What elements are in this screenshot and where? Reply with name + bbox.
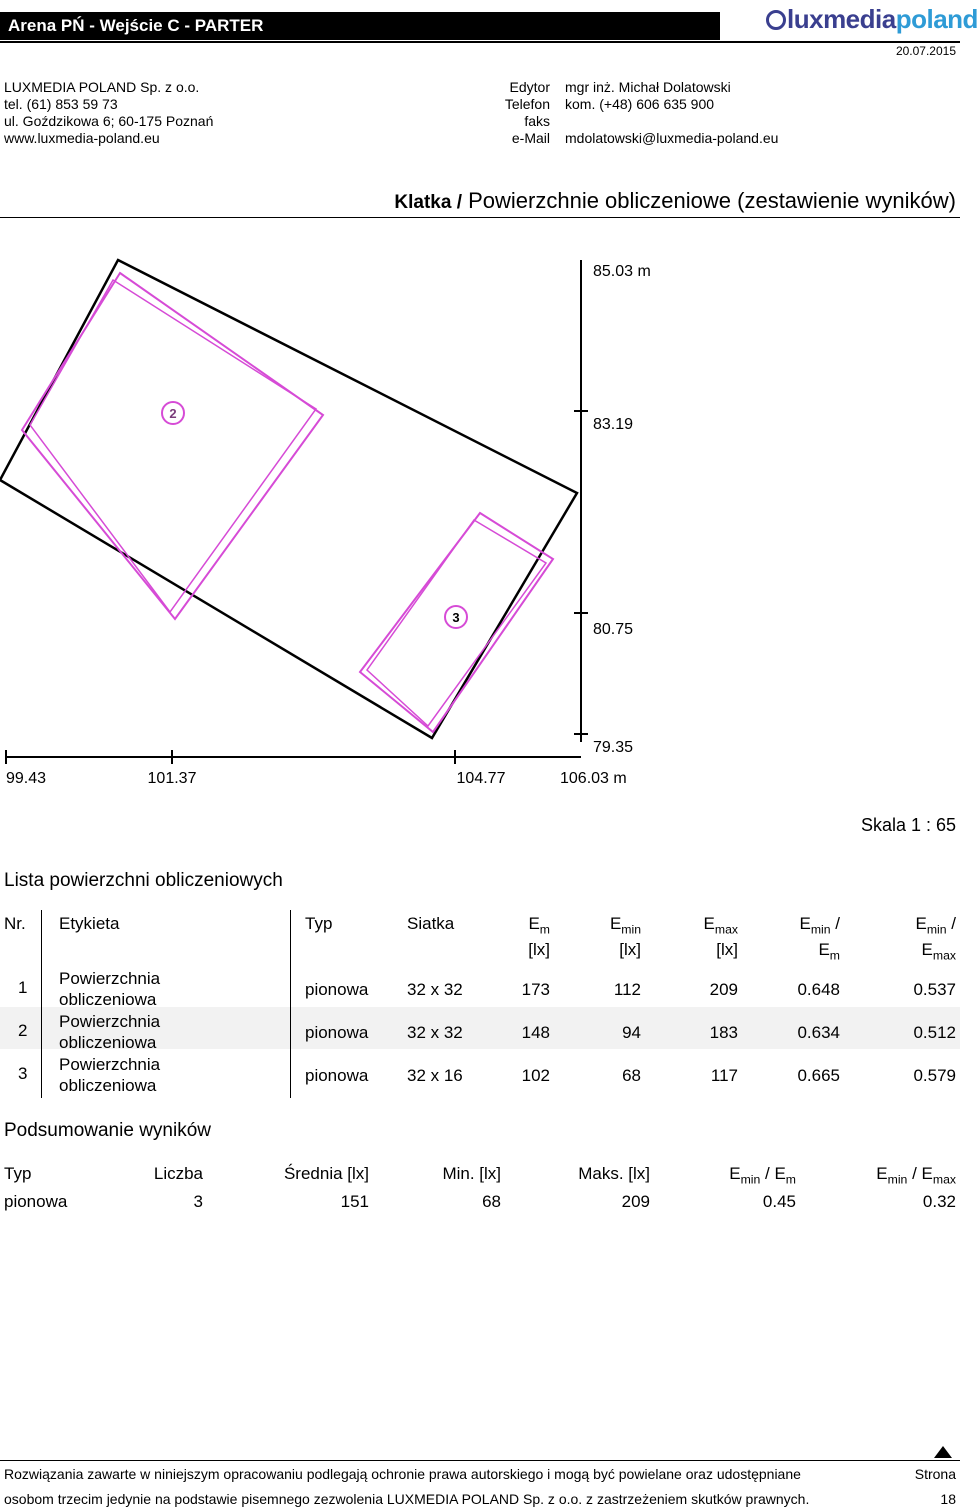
summary-count: 3 [193, 1192, 203, 1211]
email-value: mdolatowski@luxmedia-poland.eu [565, 130, 779, 146]
row-ratio1: 0.634 [797, 1023, 840, 1042]
header-grid: Siatka [407, 914, 455, 933]
y-label-80-75: 80.75 [593, 621, 634, 638]
phone-label: Telefon [504, 96, 550, 112]
surface-1-outline [22, 273, 323, 619]
x-label-99-43: 99.43 [6, 770, 47, 787]
editor-value: mgr inż. Michał Dolatowski [565, 79, 731, 95]
summary-title: Podsumowanie wyników [4, 1120, 211, 1141]
phone-value: kom. (+48) 606 635 900 [565, 96, 715, 112]
fax-value [565, 113, 778, 130]
summary-header-ratio2: $E_{min} / E_{max}$ [876, 1164, 956, 1187]
header-emin-unit: [lx] [619, 940, 641, 959]
row-emin: 68 [622, 1066, 641, 1085]
logo-icon [766, 10, 786, 30]
header-em: $E_m$ [528, 914, 550, 937]
document-title: Arena PŃ - Wejście C - PARTER [0, 12, 720, 40]
company-phone: tel. (61) 853 59 73 [4, 96, 118, 112]
table-row [0, 1011, 960, 1051]
editor-label: Edytor [509, 79, 550, 95]
contact-values [565, 79, 778, 147]
summary-header-count: Liczba [153, 1164, 203, 1183]
summary-header-avg: Średnia [lx] [283, 1164, 369, 1183]
x-label-101-37: 101.37 [147, 770, 197, 787]
row-nr: 3 [18, 1064, 28, 1083]
y-label-83-19: 83.19 [593, 416, 634, 433]
page-label: Strona [914, 1466, 956, 1482]
row-label: Powierzchnia obliczeniowa [59, 1055, 161, 1095]
page-up-icon [934, 1446, 952, 1458]
row-nr: 2 [18, 1021, 28, 1040]
summary-header-ratio1: $E_{min} / E_m$ [729, 1164, 796, 1187]
summary-header-min: Min. [lx] [442, 1164, 501, 1183]
section-title: Powierzchnie obliczeniowe (zestawienie wyników) [468, 188, 956, 213]
row-ratio1: 0.648 [797, 980, 840, 999]
section-prefix: Klatka / [394, 192, 462, 213]
x-label-106-03: 106.03 m [560, 770, 627, 787]
company-web: www.luxmedia-poland.eu [4, 130, 160, 146]
row-emax: 183 [709, 1023, 738, 1042]
surface-2-outline [30, 280, 316, 612]
row-nr: 1 [18, 978, 28, 997]
summary-row [0, 1190, 960, 1216]
summary-type: pionowa [4, 1192, 68, 1211]
header-label: Etykieta [59, 914, 120, 933]
header-emax-unit: [lx] [716, 940, 738, 959]
summary-avg: 151 [340, 1192, 369, 1211]
document-date: 20.07.2015 [895, 44, 956, 58]
summary-max: 209 [621, 1192, 650, 1211]
marker-3 [445, 606, 467, 628]
row-emax: 209 [709, 980, 738, 999]
header-ratio1-top: $E_{min}$ / [799, 914, 840, 937]
fax-label: faks [524, 113, 550, 129]
row-em: 102 [521, 1066, 550, 1085]
copyright-line-1: Rozwiązania zawarte w niniejszym opracowaniu podlegają ochronie prawa autorskiego i mogą być powielane oraz udostępniane [4, 1466, 801, 1482]
row-grid: 32 x 32 [407, 1023, 463, 1042]
summary-header-type: Typ [4, 1164, 32, 1183]
x-label-104-77: 104.77 [456, 770, 506, 787]
row-type: pionowa [305, 1066, 369, 1085]
header-nr: Nr. [4, 914, 26, 933]
summary-table [0, 1160, 960, 1220]
section-heading [394, 188, 956, 214]
page-number: 18 [940, 1491, 956, 1507]
row-grid: 32 x 32 [407, 980, 463, 999]
row-emin: 112 [613, 980, 641, 999]
row-type: pionowa [305, 980, 369, 999]
row-label: Powierzchnia obliczeniowa [59, 969, 161, 1009]
contact-labels [505, 79, 550, 147]
table-row [0, 1054, 960, 1094]
company-info [4, 79, 213, 147]
header-emin: $E_{min}$ [609, 914, 641, 937]
header-type: Typ [305, 914, 333, 933]
row-em: 173 [521, 980, 550, 999]
floor-plan-drawing [0, 230, 960, 810]
row-emin: 94 [622, 1023, 641, 1042]
marker-label-3: 3 [452, 610, 460, 625]
company-name: LUXMEDIA POLAND Sp. z o.o. [4, 79, 200, 95]
list-title: Lista powierzchni obliczeniowych [4, 870, 283, 891]
y-label-85-03: 85.03 m [593, 263, 651, 280]
header-rule [0, 41, 960, 43]
company-logo: luxmediapoland [766, 4, 978, 35]
table-row [0, 968, 960, 1008]
row-ratio2: 0.537 [913, 980, 956, 999]
marker-1-2 [162, 402, 184, 424]
copyright-line-2: osobom trzecim jedynie na podstawie pisemnego zezwolenia LUXMEDIA POLAND Sp. z o.o. z zastrzeżeniem skutków prawnych. [4, 1491, 810, 1507]
header-em-unit: [lx] [528, 940, 550, 959]
summary-ratio2: 0.32 [922, 1192, 956, 1211]
company-address: ul. Goździkowa 6; 60-175 Poznań [4, 113, 214, 129]
header-ratio2-bottom: $E_{max}$ [921, 940, 956, 963]
row-ratio1: 0.665 [797, 1066, 840, 1085]
footer-rule [0, 1460, 960, 1461]
summary-header-max: Maks. [lx] [578, 1164, 650, 1183]
email-label: e-Mail [511, 130, 550, 146]
row-ratio2: 0.512 [913, 1023, 956, 1042]
row-type: pionowa [305, 1023, 369, 1042]
header-ratio1-bottom: $E_m$ [818, 940, 840, 963]
header-ratio2-top: $E_{min}$ / [915, 914, 956, 937]
drawing-scale: Skala 1 : 65 [860, 815, 956, 835]
plan-outline [0, 260, 577, 738]
heading-rule [0, 217, 960, 218]
row-em: 148 [521, 1023, 550, 1042]
header-emax: $E_{max}$ [703, 914, 738, 937]
row-label: Powierzchnia obliczeniowa [59, 1012, 161, 1052]
summary-ratio1: 0.45 [762, 1192, 796, 1211]
row-ratio2: 0.579 [913, 1066, 956, 1085]
summary-min: 68 [482, 1192, 501, 1211]
row-emax: 117 [710, 1066, 738, 1085]
marker-label-2: 2 [169, 406, 177, 421]
row-grid: 32 x 16 [407, 1066, 463, 1085]
surfaces-table [0, 910, 960, 1100]
y-label-79-35: 79.35 [593, 739, 634, 756]
